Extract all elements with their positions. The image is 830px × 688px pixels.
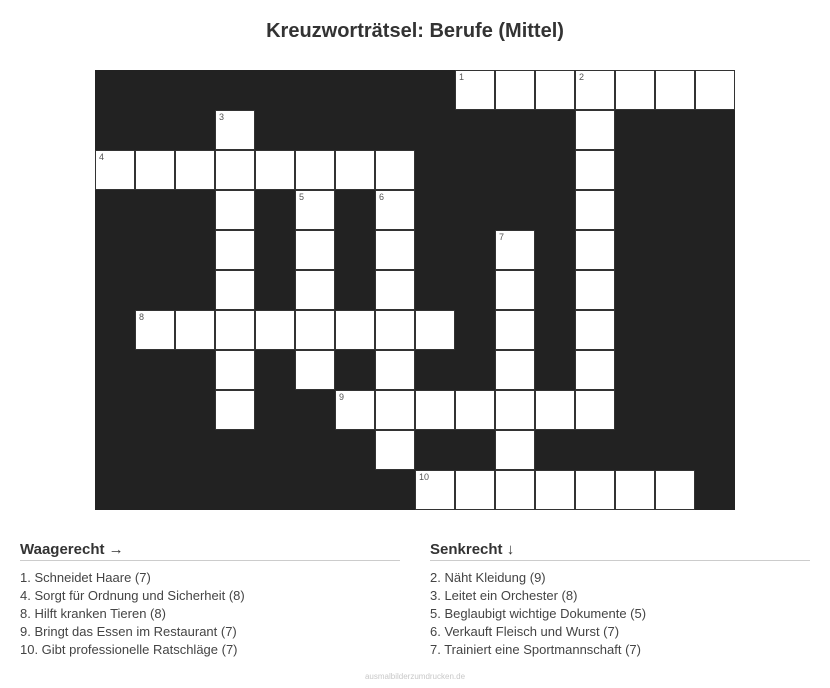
grid-cell[interactable]	[135, 150, 175, 190]
clue-number: 8	[139, 312, 145, 322]
grid-cell[interactable]	[295, 150, 335, 190]
grid-cell[interactable]	[615, 70, 655, 110]
grid-cell[interactable]	[375, 190, 415, 230]
grid-cell[interactable]	[255, 310, 295, 350]
down-clue: 3. Leitet ein Orchester (8)	[430, 588, 578, 603]
grid-cell[interactable]	[175, 150, 215, 190]
clue-number: 9	[339, 392, 345, 402]
grid-cell[interactable]	[215, 390, 255, 430]
grid-cell[interactable]	[415, 470, 455, 510]
grid-cell[interactable]	[535, 390, 575, 430]
grid-cell[interactable]	[495, 430, 535, 470]
grid-cell[interactable]	[455, 470, 495, 510]
grid-cell[interactable]	[455, 390, 495, 430]
grid-cell[interactable]	[375, 310, 415, 350]
grid-cell[interactable]	[495, 70, 535, 110]
grid-cell[interactable]	[375, 430, 415, 470]
grid-cell[interactable]	[335, 390, 375, 430]
grid-cell[interactable]	[295, 350, 335, 390]
down-clue: 7. Trainiert eine Sportmannschaft (7)	[430, 642, 641, 657]
grid-cell[interactable]	[495, 390, 535, 430]
clue-number: 3	[219, 112, 225, 122]
grid-cell[interactable]	[215, 310, 255, 350]
clue-number: 6	[379, 192, 385, 202]
down-arrow-icon: ↓	[506, 541, 515, 558]
across-clue: 8. Hilft kranken Tieren (8)	[20, 606, 166, 621]
grid-cell[interactable]	[615, 470, 655, 510]
clue-number: 1	[459, 72, 465, 82]
grid-cell[interactable]	[575, 230, 615, 270]
grid-cell[interactable]	[95, 150, 135, 190]
puzzle-title: Kreuzworträtsel: Berufe (Mittel)	[266, 20, 564, 42]
grid-cell[interactable]	[575, 190, 615, 230]
grid-cell[interactable]	[575, 470, 615, 510]
grid-cell[interactable]	[415, 390, 455, 430]
grid-cell[interactable]	[135, 310, 175, 350]
grid-cell[interactable]	[495, 230, 535, 270]
grid-cell[interactable]	[415, 310, 455, 350]
grid-cell[interactable]	[375, 390, 415, 430]
clue-number: 4	[99, 152, 105, 162]
footer-watermark: ausmalbilderzumdrucken.de	[364, 672, 466, 681]
grid-cell[interactable]	[495, 270, 535, 310]
across-clue-list	[20, 569, 400, 659]
grid-cell[interactable]	[375, 230, 415, 270]
grid-cell[interactable]	[295, 190, 335, 230]
grid-cell[interactable]	[215, 190, 255, 230]
down-clue: 5. Beglaubigt wichtige Dokumente (5)	[430, 606, 647, 621]
grid-cell[interactable]	[495, 310, 535, 350]
grid-cell[interactable]	[695, 70, 735, 110]
right-arrow-icon: →	[108, 541, 124, 558]
across-heading-label: Waagerecht	[20, 541, 105, 558]
grid-cell[interactable]	[215, 150, 255, 190]
grid-cell[interactable]	[335, 310, 375, 350]
down-heading-label: Senkrecht	[430, 541, 503, 558]
grid-cell[interactable]	[655, 70, 695, 110]
grid-cell[interactable]	[215, 110, 255, 150]
grid-cell[interactable]	[575, 270, 615, 310]
grid-cell[interactable]	[575, 150, 615, 190]
across-heading	[20, 541, 400, 561]
down-clue: 2. Näht Kleidung (9)	[430, 570, 546, 585]
grid-cell[interactable]	[175, 310, 215, 350]
grid-cell[interactable]	[575, 390, 615, 430]
grid-cell[interactable]	[655, 470, 695, 510]
grid-cell[interactable]	[375, 270, 415, 310]
grid-cell[interactable]	[535, 70, 575, 110]
across-clue: 10. Gibt professionelle Ratschläge (7)	[20, 642, 238, 657]
grid-cell[interactable]	[215, 270, 255, 310]
grid-cell[interactable]	[575, 70, 615, 110]
grid-cell[interactable]	[255, 150, 295, 190]
across-clue: 4. Sorgt für Ordnung und Sicherheit (8)	[20, 588, 245, 603]
grid-cell[interactable]	[375, 150, 415, 190]
grid-cell[interactable]	[535, 470, 575, 510]
across-clues-section	[20, 541, 400, 659]
grid-cell[interactable]	[295, 270, 335, 310]
grid-cell[interactable]	[575, 350, 615, 390]
grid-cell[interactable]	[215, 350, 255, 390]
down-heading	[430, 541, 810, 561]
grid-cell[interactable]	[495, 470, 535, 510]
clue-number: 7	[499, 232, 505, 242]
clue-number: 10	[419, 472, 430, 482]
grid-cell[interactable]	[335, 150, 375, 190]
down-clue-list	[430, 569, 810, 659]
clue-number: 5	[299, 192, 305, 202]
clue-number: 2	[579, 72, 585, 82]
grid-cell[interactable]	[455, 70, 495, 110]
down-clue: 6. Verkauft Fleisch und Wurst (7)	[430, 624, 620, 639]
across-clue: 1. Schneidet Haare (7)	[20, 570, 151, 585]
grid-cell[interactable]	[295, 310, 335, 350]
grid-cell[interactable]	[295, 230, 335, 270]
crossword-grid	[95, 70, 735, 510]
across-clue: 9. Bringt das Essen im Restaurant (7)	[20, 624, 237, 639]
grid-cell[interactable]	[575, 110, 615, 150]
grid-cell[interactable]	[215, 230, 255, 270]
grid-cell[interactable]	[575, 310, 615, 350]
grid-cell[interactable]	[495, 350, 535, 390]
down-clues-section	[430, 541, 810, 659]
grid-cell[interactable]	[375, 350, 415, 390]
